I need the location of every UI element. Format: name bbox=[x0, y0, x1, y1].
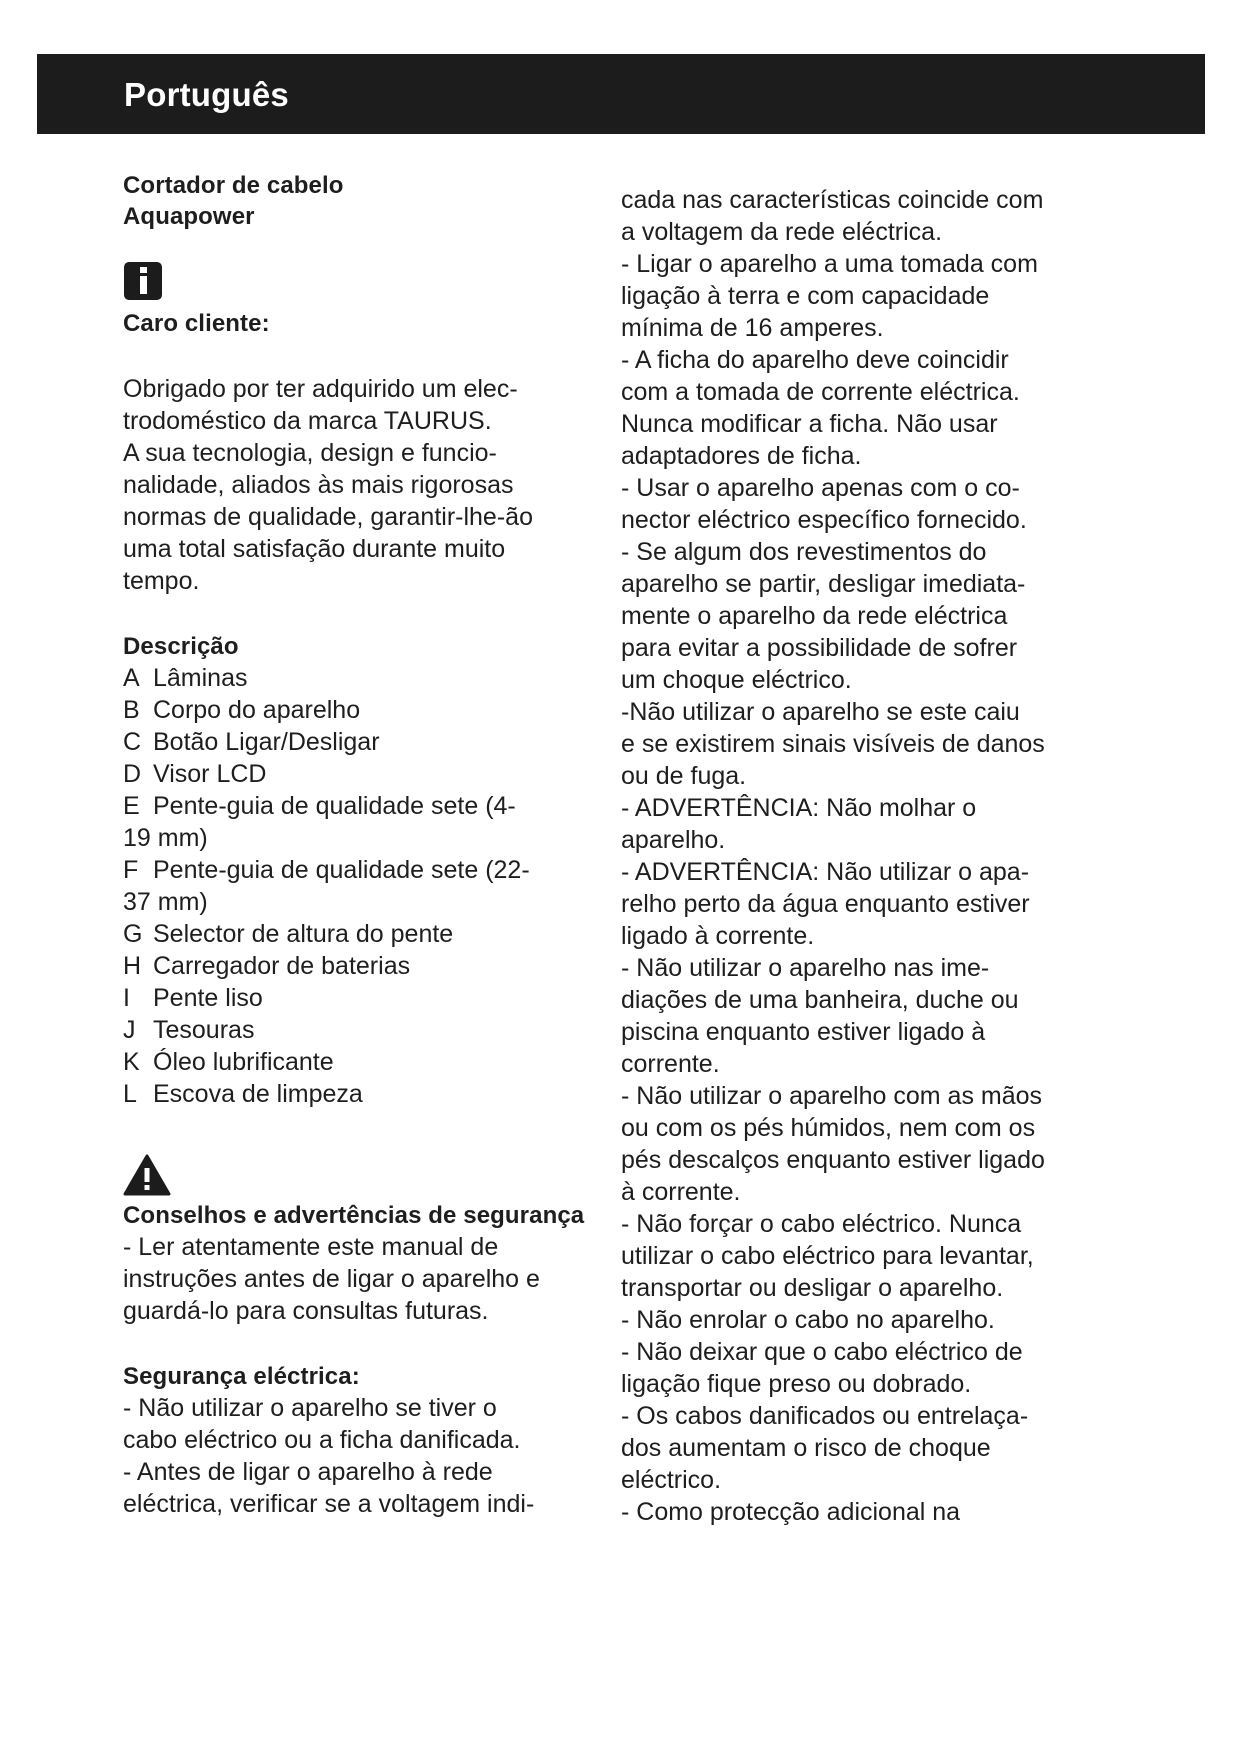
item-letter: E bbox=[123, 792, 140, 820]
body-line: cada nas características coincide com bbox=[621, 186, 1044, 214]
body-line: aparelho. bbox=[621, 826, 726, 854]
description-item bbox=[123, 950, 593, 982]
body-line: piscina enquanto estiver ligado à bbox=[621, 1018, 986, 1046]
electric-line: cabo eléctrico ou a ficha danificada. bbox=[123, 1426, 521, 1454]
item-letter: D bbox=[123, 760, 142, 788]
left-column bbox=[123, 170, 593, 1520]
body-line: diações de uma banheira, duche ou bbox=[621, 986, 1019, 1014]
electric-safety-paragraph bbox=[123, 1392, 593, 1520]
body-line: ou de fuga. bbox=[621, 762, 747, 790]
body-line: um choque eléctrico. bbox=[621, 666, 852, 694]
body-line: - Não forçar o cabo eléctrico. Nunca bbox=[621, 1210, 1022, 1238]
body-line: a voltagem da rede eléctrica. bbox=[621, 218, 943, 246]
description-item bbox=[123, 790, 593, 822]
item-letter: K bbox=[123, 1048, 140, 1076]
body-line: - Não utilizar o aparelho nas ime- bbox=[621, 954, 990, 982]
body-line: - ADVERTÊNCIA: Não molhar o bbox=[621, 794, 977, 822]
body-line: - A ficha do aparelho deve coincidir bbox=[621, 346, 1009, 374]
body-line: - Se algum dos revestimentos do bbox=[621, 538, 987, 566]
body-line: eléctrico. bbox=[621, 1466, 722, 1494]
item-letter: F bbox=[123, 856, 139, 884]
item-text: Visor LCD bbox=[153, 760, 267, 788]
language-header-bar bbox=[37, 54, 1205, 134]
body-line: para evitar a possibilidade de sofrer bbox=[621, 634, 1018, 662]
body-line: adaptadores de ficha. bbox=[621, 442, 862, 470]
body-line: ou com os pés húmidos, nem com os bbox=[621, 1114, 1036, 1142]
body-line: corrente. bbox=[621, 1050, 720, 1078]
body-line: mente o aparelho da rede eléctrica bbox=[621, 602, 1008, 630]
body-line: - Os cabos danificados ou entrelaça- bbox=[621, 1402, 1029, 1430]
electric-line: - Antes de ligar o aparelho à rede bbox=[123, 1458, 493, 1486]
description-item bbox=[123, 1046, 593, 1078]
body-line: Nunca modificar a ficha. Não usar bbox=[621, 410, 998, 438]
description-item bbox=[123, 918, 593, 950]
description-item bbox=[123, 726, 593, 758]
dear-customer-heading: Caro cliente: bbox=[123, 310, 270, 337]
description-item-continued bbox=[123, 822, 593, 854]
item-text: Tesouras bbox=[153, 1016, 255, 1044]
safety-line: instruções antes de ligar o aparelho e bbox=[123, 1265, 540, 1293]
item-letter: A bbox=[123, 664, 140, 692]
item-text: 37 mm) bbox=[123, 888, 208, 916]
description-item bbox=[123, 758, 593, 790]
description-item bbox=[123, 1014, 593, 1046]
electric-line: - Não utilizar o aparelho se tiver o bbox=[123, 1394, 497, 1422]
item-text: Óleo lubrificante bbox=[153, 1048, 334, 1076]
item-text: Carregador de baterias bbox=[153, 952, 411, 980]
item-letter: I bbox=[123, 984, 130, 1012]
body-line: -Não utilizar o aparelho se este caiu bbox=[621, 698, 1020, 726]
item-text: Lâminas bbox=[153, 664, 248, 692]
warning-icon bbox=[123, 1154, 171, 1196]
item-text: 19 mm) bbox=[123, 824, 208, 852]
description-item bbox=[123, 1078, 593, 1110]
item-letter: C bbox=[123, 728, 142, 756]
item-text: Selector de altura do pente bbox=[153, 920, 454, 948]
description-item bbox=[123, 982, 593, 1014]
product-name-line2: Aquapower bbox=[123, 203, 255, 230]
body-line: ligação à terra e com capacidade bbox=[621, 282, 990, 310]
body-line: nector eléctrico específico fornecido. bbox=[621, 506, 1027, 534]
right-column bbox=[621, 184, 1091, 1528]
intro-line: nalidade, aliados às mais rigorosas bbox=[123, 471, 514, 499]
intro-line: trodoméstico da marca TAURUS. bbox=[123, 407, 492, 435]
item-letter: B bbox=[123, 696, 140, 724]
item-letter: J bbox=[123, 1016, 136, 1044]
item-text: Corpo do aparelho bbox=[153, 696, 361, 724]
intro-line: normas de qualidade, garantir-lhe-ão bbox=[123, 503, 533, 531]
intro-line: uma total satisfação durante muito bbox=[123, 535, 506, 563]
body-line: dos aumentam o risco de choque bbox=[621, 1434, 991, 1462]
body-line: - Não enrolar o cabo no aparelho. bbox=[621, 1306, 995, 1334]
body-line: - Não deixar que o cabo eléctrico de bbox=[621, 1338, 1023, 1366]
body-line: - ADVERTÊNCIA: Não utilizar o apa- bbox=[621, 858, 1030, 886]
intro-line: A sua tecnologia, design e funcio- bbox=[123, 439, 497, 467]
intro-line: tempo. bbox=[123, 567, 200, 595]
body-line: relho perto da água enquanto estiver bbox=[621, 890, 1030, 918]
body-line: e se existirem sinais visíveis de danos bbox=[621, 730, 1045, 758]
intro-line: Obrigado por ter adquirido um elec- bbox=[123, 375, 518, 403]
body-line: com a tomada de corrente eléctrica. bbox=[621, 378, 1020, 406]
body-line: utilizar o cabo eléctrico para levantar, bbox=[621, 1242, 1034, 1270]
safety-line: - Ler atentamente este manual de bbox=[123, 1233, 499, 1261]
body-line: - Não utilizar o aparelho com as mãos bbox=[621, 1082, 1043, 1110]
body-line: - Como protecção adicional na bbox=[621, 1498, 961, 1526]
body-line: mínima de 16 amperes. bbox=[621, 314, 884, 342]
body-line: aparelho se partir, desligar imediata- bbox=[621, 570, 1026, 598]
product-name-line1: Cortador de cabelo bbox=[123, 172, 344, 199]
safety-line: guardá-lo para consultas futuras. bbox=[123, 1297, 489, 1325]
electric-safety-heading: Segurança eléctrica: bbox=[123, 1363, 360, 1390]
description-item-continued bbox=[123, 886, 593, 918]
description-list bbox=[123, 662, 593, 1110]
description-item bbox=[123, 854, 593, 886]
body-line: ligado à corrente. bbox=[621, 922, 815, 950]
intro-paragraph bbox=[123, 373, 593, 597]
item-text: Pente-guia de qualidade sete (4- bbox=[153, 792, 516, 820]
item-text: Botão Ligar/Desligar bbox=[153, 728, 380, 756]
item-letter: L bbox=[123, 1080, 137, 1108]
language-title: Português bbox=[124, 76, 289, 113]
body-line: pés descalços enquanto estiver ligado bbox=[621, 1146, 1045, 1174]
description-item bbox=[123, 694, 593, 726]
info-icon bbox=[124, 262, 162, 300]
body-line: à corrente. bbox=[621, 1178, 741, 1206]
safety-heading: Conselhos e advertências de segurança bbox=[123, 1202, 585, 1229]
body-line: ligação fique preso ou dobrado. bbox=[621, 1370, 972, 1398]
item-text: Pente-guia de qualidade sete (22- bbox=[153, 856, 530, 884]
safety-paragraph bbox=[123, 1231, 593, 1327]
electric-line: eléctrica, verificar se a voltagem indi- bbox=[123, 1490, 535, 1518]
item-text: Pente liso bbox=[153, 984, 263, 1012]
body-line: - Usar o aparelho apenas com o co- bbox=[621, 474, 1020, 502]
item-text: Escova de limpeza bbox=[153, 1080, 363, 1108]
item-letter: H bbox=[123, 952, 142, 980]
item-letter: G bbox=[123, 920, 143, 948]
body-line: transportar ou desligar o aparelho. bbox=[621, 1274, 1004, 1302]
description-item bbox=[123, 662, 593, 694]
description-heading: Descrição bbox=[123, 633, 239, 660]
body-line: - Ligar o aparelho a uma tomada com bbox=[621, 250, 1038, 278]
